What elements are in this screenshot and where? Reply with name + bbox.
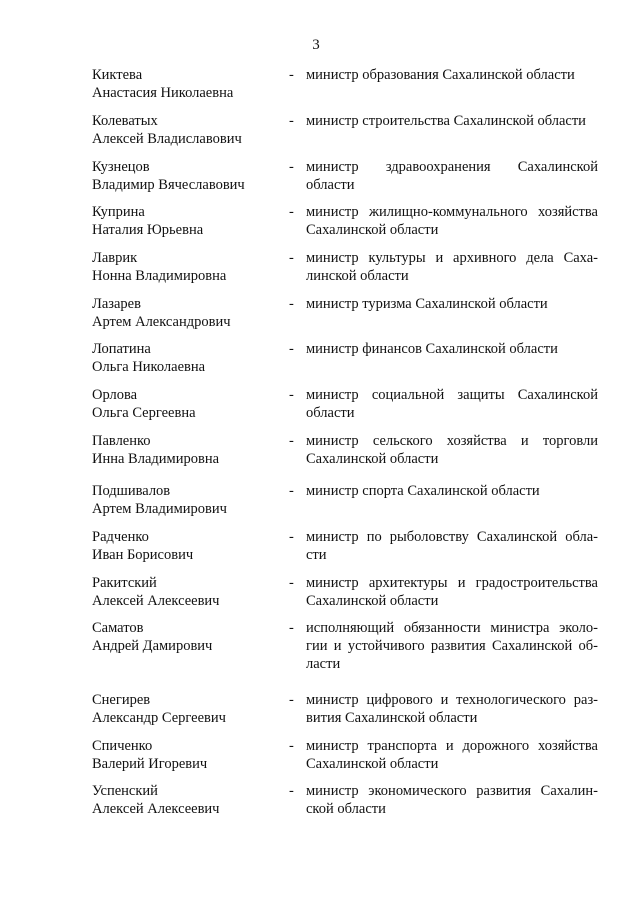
position-line: министр транспорта и дорожного хозяйства: [306, 738, 598, 754]
position-line: министр цифрового и технологического раз-: [306, 692, 598, 708]
official-position: [306, 432, 598, 468]
official-given-names: Алексей Алексеевич: [92, 801, 220, 817]
separator-dash: -: [289, 620, 294, 636]
position-line: ской области: [306, 801, 386, 817]
official-given-names: Инна Владимировна: [92, 451, 220, 467]
position-line: министр архитектуры и градостроительства: [306, 575, 598, 591]
official-given-names: Владимир Вячеславович: [92, 177, 245, 193]
separator-dash: -: [289, 387, 294, 403]
separator-dash: -: [289, 529, 294, 545]
official-entry: [0, 249, 632, 295]
official-given-names: Наталия Юрьевна: [92, 222, 204, 238]
position-line: Сахалинской области: [306, 593, 439, 609]
position-line: министр культуры и архивного дела Саха-: [306, 250, 598, 266]
position-line: Сахалинской области: [306, 756, 439, 772]
official-given-names: Валерий Игоревич: [92, 756, 208, 772]
official-entry: [0, 574, 632, 619]
official-entry: [0, 112, 632, 158]
official-entry: [0, 482, 632, 528]
official-name: [92, 574, 282, 610]
official-given-names: Нонна Владимировна: [92, 268, 227, 284]
position-line: министр образования Сахалинской области: [306, 67, 575, 83]
position-line: министр сельского хозяйства и торговли: [306, 433, 598, 449]
official-position: [306, 112, 598, 130]
position-line: министр здравоохранения Сахалинской: [306, 159, 598, 175]
position-line: ласти: [306, 656, 341, 672]
official-surname: Лазарев: [92, 296, 141, 312]
official-entry: [0, 295, 632, 340]
official-surname: Лопатина: [92, 341, 151, 357]
official-given-names: Алексей Алексеевич: [92, 593, 220, 609]
separator-dash: -: [289, 692, 294, 708]
officials-list: [0, 66, 632, 828]
position-line: министр социальной защиты Сахалинской: [306, 387, 598, 403]
official-position: [306, 619, 598, 673]
official-given-names: Александр Сергеевич: [92, 710, 226, 726]
position-line: области: [306, 405, 355, 421]
official-surname: Саматов: [92, 620, 144, 636]
separator-dash: -: [289, 783, 294, 799]
official-name: [92, 386, 282, 422]
official-name: [92, 691, 282, 727]
official-position: [306, 782, 598, 818]
official-surname: Спиченко: [92, 738, 153, 754]
official-name: [92, 619, 282, 655]
official-position: [306, 340, 598, 358]
official-name: [92, 782, 282, 818]
separator-dash: -: [289, 159, 294, 175]
official-given-names: Ольга Сергеевна: [92, 405, 196, 421]
official-name: [92, 249, 282, 285]
official-position: [306, 574, 598, 610]
position-line: министр спорта Сахалинской области: [306, 483, 540, 499]
official-position: [306, 528, 598, 564]
official-surname: Радченко: [92, 529, 149, 545]
official-name: [92, 482, 282, 518]
position-line: министр экономического развития Сахалин-: [306, 783, 598, 799]
official-entry: [0, 782, 632, 828]
separator-dash: -: [289, 67, 294, 83]
official-name: [92, 432, 282, 468]
official-surname: Колеватых: [92, 113, 158, 129]
official-surname: Кузнецов: [92, 159, 150, 175]
official-position: [306, 203, 598, 239]
official-entry: [0, 66, 632, 112]
official-surname: Орлова: [92, 387, 138, 403]
official-entry: [0, 203, 632, 249]
position-line: министр жилищно-коммунального хозяйства: [306, 204, 598, 220]
position-line: гии и устойчивого развития Сахалинской об-: [306, 638, 598, 654]
position-line: Сахалинской области: [306, 451, 439, 467]
official-entry: [0, 432, 632, 482]
position-line: сти: [306, 547, 327, 563]
position-line: министр финансов Сахалинской области: [306, 341, 558, 357]
official-position: [306, 691, 598, 727]
position-line: министр по рыболовству Сахалинской обла-: [306, 529, 598, 545]
official-entry: [0, 528, 632, 574]
official-given-names: Ольга Николаевна: [92, 359, 206, 375]
position-line: исполняющий обязанности министра эколо-: [306, 620, 598, 636]
official-surname: Успенский: [92, 783, 158, 799]
separator-dash: -: [289, 738, 294, 754]
official-entry: [0, 737, 632, 782]
official-given-names: Алексей Владиславович: [92, 131, 242, 147]
position-line: вития Сахалинской области: [306, 710, 478, 726]
position-line: министр туризма Сахалинской области: [306, 296, 548, 312]
separator-dash: -: [289, 113, 294, 129]
official-given-names: Артем Владимирович: [92, 501, 227, 517]
separator-dash: -: [289, 341, 294, 357]
official-name: [92, 340, 282, 376]
official-name: [92, 295, 282, 331]
official-given-names: Артем Александрович: [92, 314, 231, 330]
official-entry: [0, 340, 632, 386]
official-surname: Павленко: [92, 433, 151, 449]
official-surname: Лаврик: [92, 250, 138, 266]
official-name: [92, 528, 282, 564]
official-position: [306, 482, 598, 500]
separator-dash: -: [289, 575, 294, 591]
official-given-names: Андрей Дамирович: [92, 638, 213, 654]
official-surname: Ракитский: [92, 575, 157, 591]
official-position: [306, 158, 598, 194]
official-name: [92, 66, 282, 102]
official-given-names: Иван Борисович: [92, 547, 194, 563]
official-position: [306, 295, 598, 313]
official-position: [306, 386, 598, 422]
official-position: [306, 66, 598, 84]
separator-dash: -: [289, 433, 294, 449]
official-name: [92, 203, 282, 239]
official-surname: Подшивалов: [92, 483, 171, 499]
official-name: [92, 737, 282, 773]
official-entry: [0, 691, 632, 737]
separator-dash: -: [289, 483, 294, 499]
official-entry: [0, 619, 632, 691]
page-number: 3: [312, 37, 320, 53]
official-surname: Куприна: [92, 204, 145, 220]
official-entry: [0, 386, 632, 432]
separator-dash: -: [289, 250, 294, 266]
position-line: Сахалинской области: [306, 222, 439, 238]
position-line: области: [306, 177, 355, 193]
separator-dash: -: [289, 296, 294, 312]
official-surname: Киктева: [92, 67, 143, 83]
position-line: министр строительства Сахалинской области: [306, 113, 586, 129]
official-position: [306, 249, 598, 285]
official-position: [306, 737, 598, 773]
position-line: линской области: [306, 268, 409, 284]
separator-dash: -: [289, 204, 294, 220]
official-surname: Снегирев: [92, 692, 151, 708]
official-name: [92, 112, 282, 148]
official-name: [92, 158, 282, 194]
official-entry: [0, 158, 632, 203]
official-given-names: Анастасия Николаевна: [92, 85, 234, 101]
